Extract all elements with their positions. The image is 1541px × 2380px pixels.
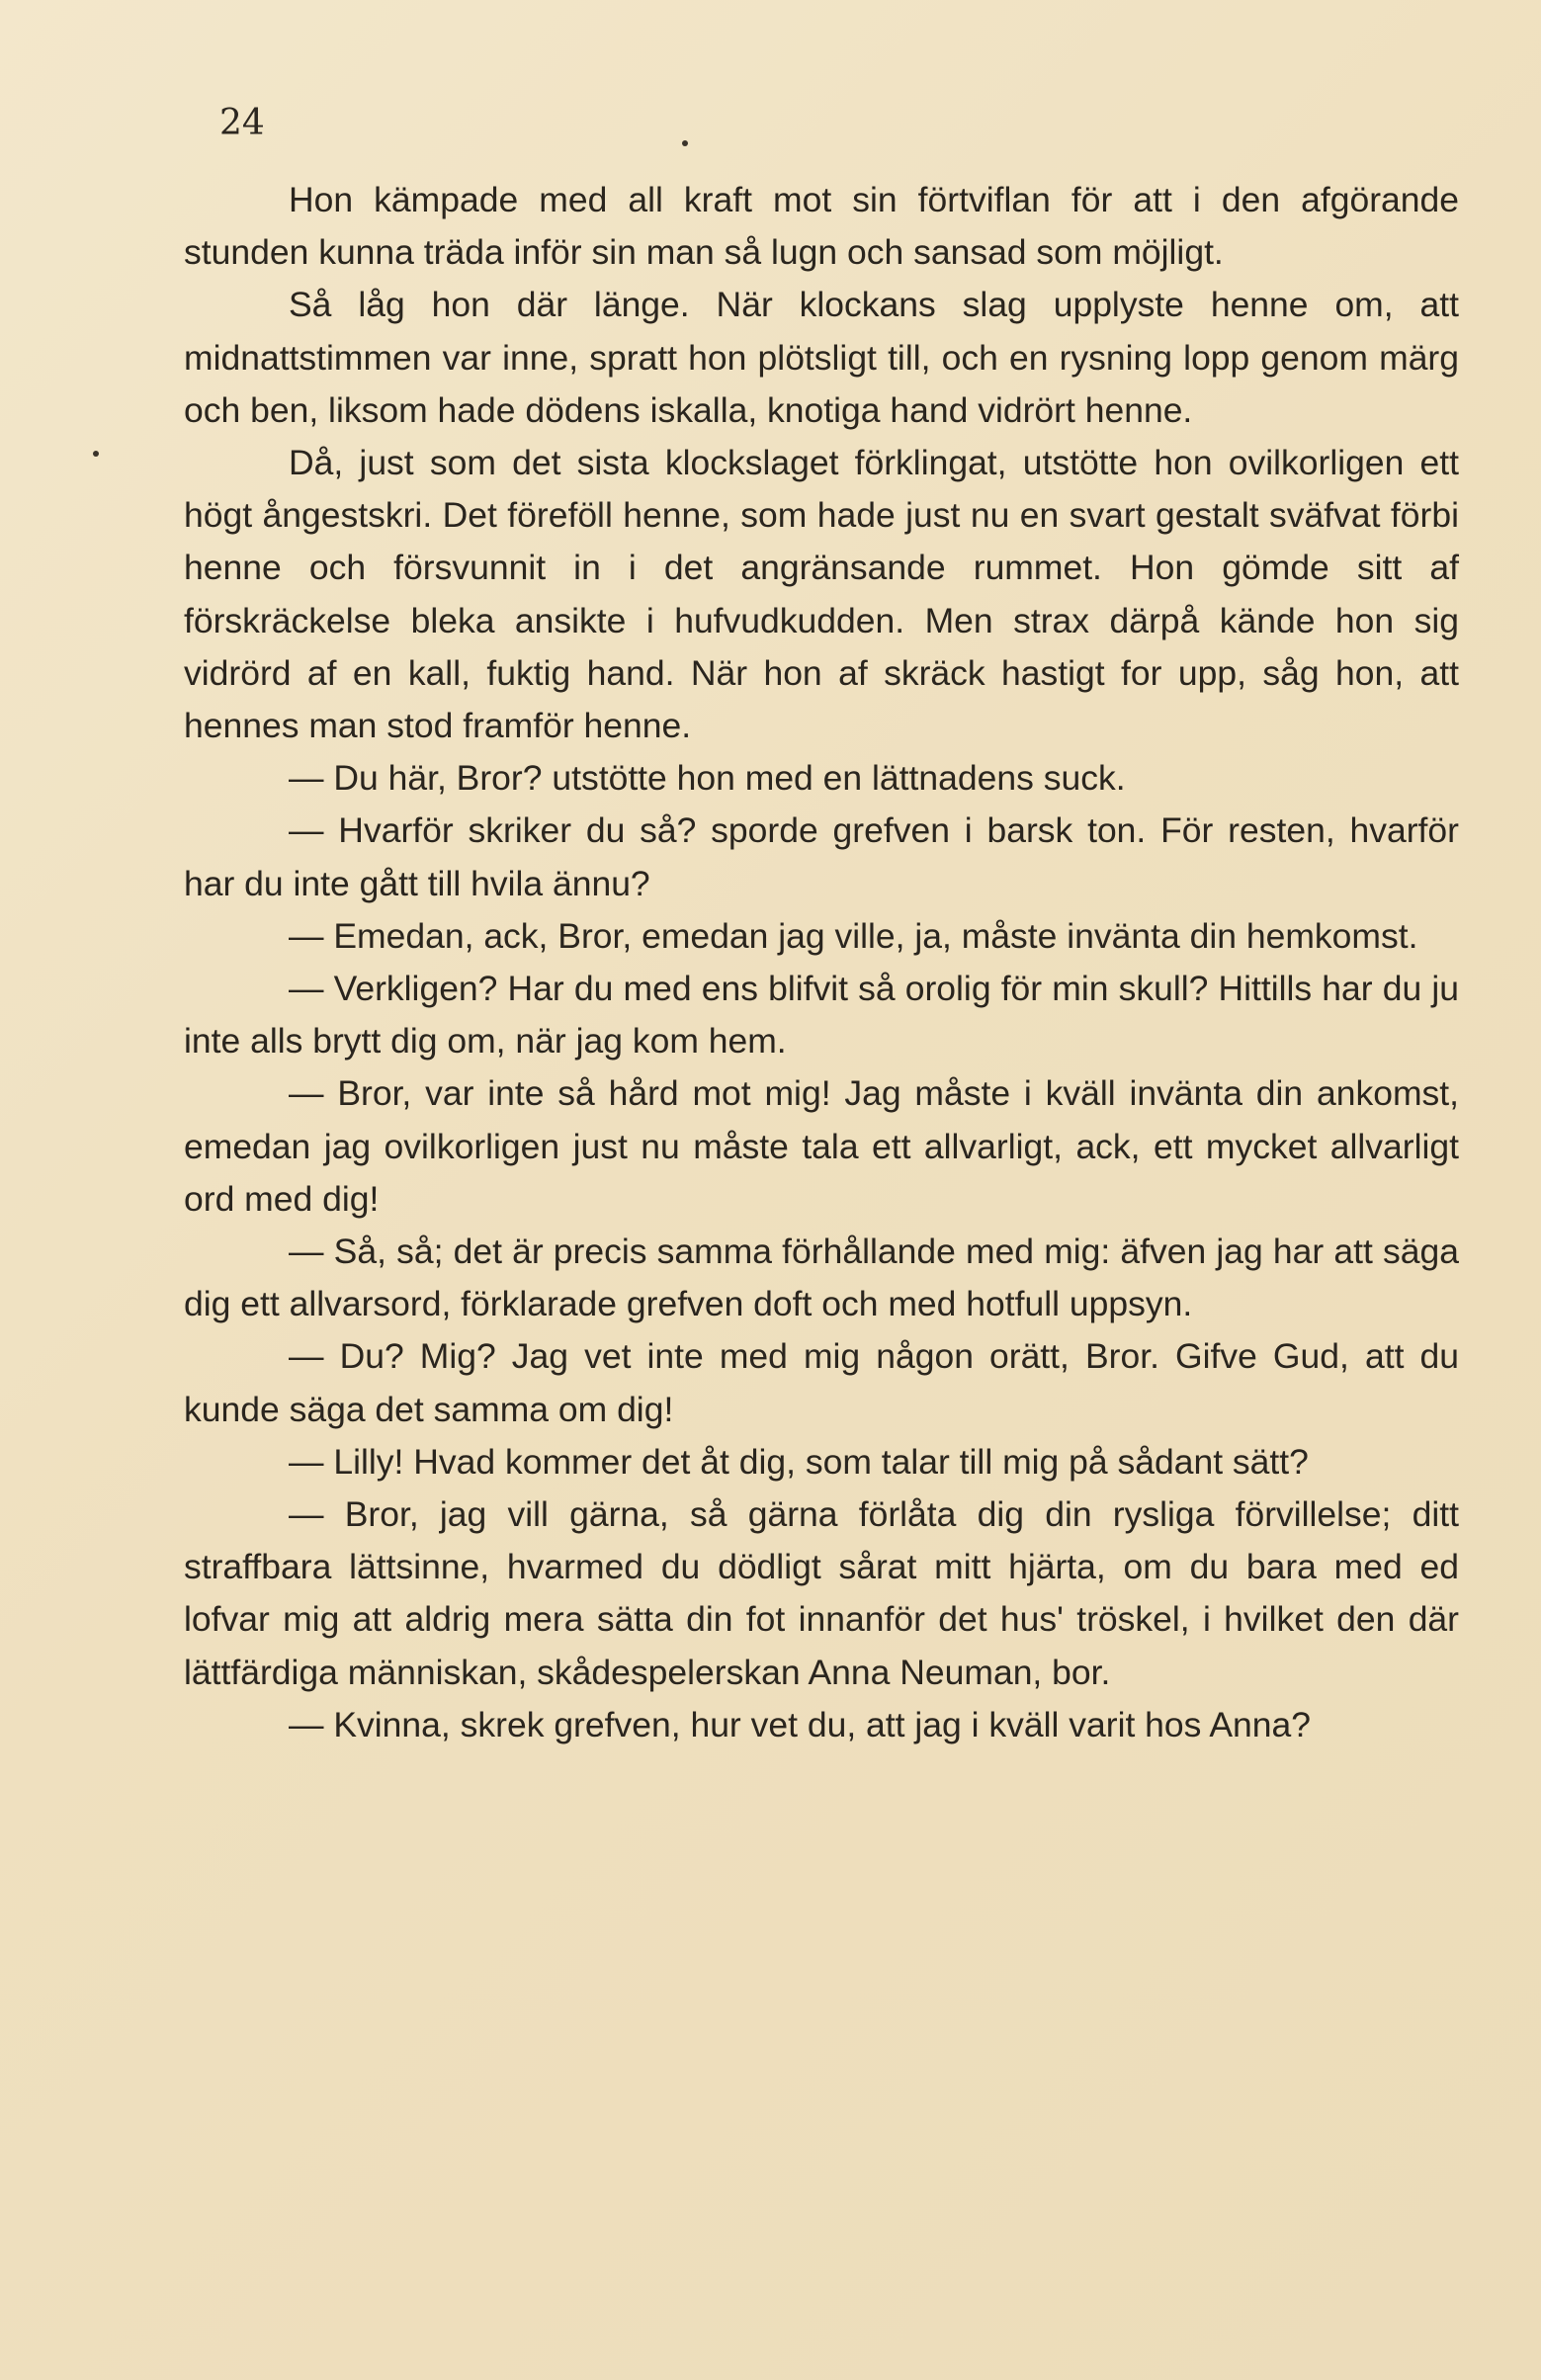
print-speck-top [682, 140, 688, 146]
dialogue-line: — Bror, var inte så hård mot mig! Jag måste i kväll invänta din ankomst, emedan jag ovilkorligen just nu måste tala ett allvarligt, ack, ett mycket allvarligt ord med dig! [184, 1073, 1459, 1219]
paragraph: Då, just som det sista klockslaget förklingat, utstötte hon ovilkorligen ett högt ångestskri. Det föreföll henne, som hade just nu en svart gestalt sväfvat förbi henne och försvunnit in i det angränsande rummet. Hon gömde sitt af förskräckelse bleka ansikte i hufvudkudden. Men strax därpå kände hon sig vidrörd af en kall, fuktig hand. När hon af skräck hastigt for upp, såg hon, att hennes man stod framför henne. [184, 443, 1459, 746]
page-number: 24 [219, 103, 265, 143]
dialogue-line: — Hvarför skriker du så? sporde grefven i barsk ton. För resten, hvarför har du inte gått till hvila ännu? [184, 810, 1459, 903]
dialogue-line: — Bror, jag vill gärna, så gärna förlåta dig din rysliga förvillelse; ditt straffbara lättsinne, hvarmed du dödligt sårat mitt hjärta, om du bara med ed lofvar mig att aldrig mera sätta din fot innanför det hus' tröskel, i hvilket den där lättfärdiga människan, skådespelerskan Anna Neuman, bor. [184, 1494, 1459, 1692]
dialogue-line: — Kvinna, skrek grefven, hur vet du, att jag i kväll varit hos Anna? [289, 1704, 1311, 1744]
dialogue-line: — Du? Mig? Jag vet inte med mig någon orätt, Bror. Gifve Gud, att du kunde säga det samma om dig! [184, 1336, 1459, 1429]
dialogue-line: — Du här, Bror? utstötte hon med en lättnadens suck. [289, 758, 1126, 799]
paragraph: Hon kämpade med all kraft mot sin förtviflan för att i den afgörande stunden kunna träda inför sin man så lugn och sansad som möjligt. [184, 180, 1459, 273]
dialogue-line: — Så, så; det är precis samma förhållande med mig: äfven jag har att säga dig ett allvarsord, förklarade grefven doft och med hotfull uppsyn. [184, 1232, 1459, 1324]
print-speck-margin [93, 451, 99, 457]
body-text [184, 174, 1459, 1751]
paragraph: Så låg hon där länge. När klockans slag upplyste henne om, att midnattstimmen var inne, spratt hon plötsligt till, och en rysning lopp genom märg och ben, liksom hade dödens iskalla, knotiga hand vidrört henne. [184, 285, 1459, 430]
dialogue-line: — Emedan, ack, Bror, emedan jag ville, ja, måste invänta din hemkomst. [289, 915, 1418, 956]
dialogue-line: — Verkligen? Har du med ens blifvit så orolig för min skull? Hittills har du ju inte alls brytt dig om, när jag kom hem. [184, 969, 1459, 1062]
dialogue-line: — Lilly! Hvad kommer det åt dig, som talar till mig på sådant sätt? [289, 1441, 1309, 1482]
